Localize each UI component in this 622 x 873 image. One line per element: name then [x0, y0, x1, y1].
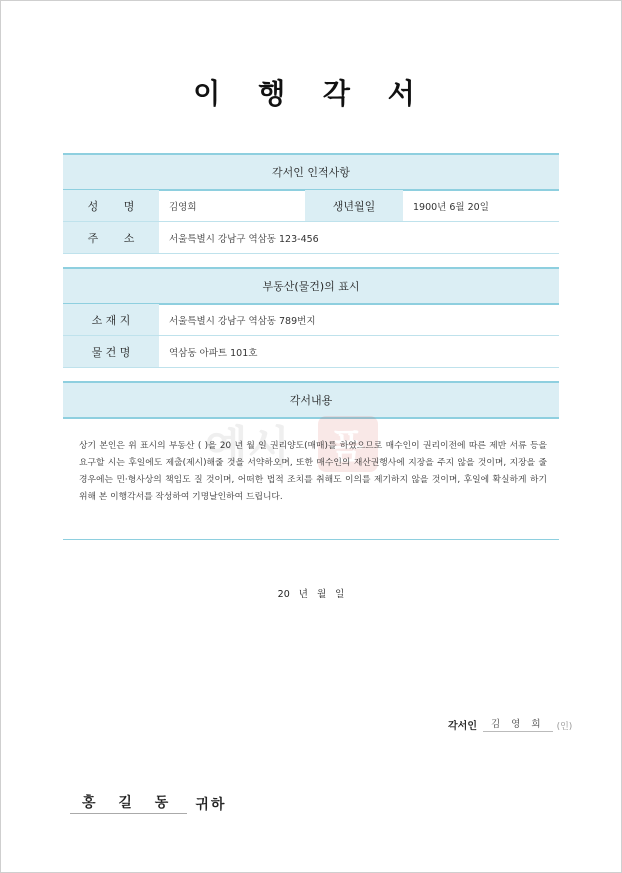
recipient-name: 홍 길 동 — [70, 792, 187, 814]
name-value: 김영희 — [169, 201, 197, 213]
location-label: 소 재 지 — [63, 304, 159, 335]
name-label-text: 성 명 — [87, 199, 135, 213]
pledge-body: 상기 본인은 위 표시의 부동산 ( )을 20 년 월 일 권리양도(매매)를 하였으므로 매수인이 권리이전에 따른 제반 서류 등을 요구할 시는 후일에도 제출(제시)해줄 것을 서약하오며, 또한 매수인의 재산권행사에 지장을 주지 않을 것이며, 지장을 줄 경우에는 민·형사상의 책임도 질 것이며, 어떠한 법적 조치를 취해도 이의를 제기하지 않을 것이며, 후일에 확실하게 하기 위해 본 이행각서를 작성하여 기명날인하여 드립니다. — [79, 441, 547, 502]
seal-placeholder: (인) — [556, 722, 573, 732]
section-header-personal-info — [63, 153, 559, 191]
section-header-property — [63, 267, 559, 305]
document-date: 20 년 월 일 — [277, 589, 345, 600]
document-title: 이 행 각 서 — [193, 77, 429, 110]
svg-text:폼: 폼 — [330, 427, 363, 467]
content-divider — [63, 539, 559, 540]
birth-value: 1900년 6월 20일 — [413, 201, 489, 213]
location-value: 서울특별시 강남구 역삼동 789번지 — [169, 315, 316, 327]
address-label — [63, 222, 159, 253]
row-address — [63, 222, 559, 254]
birth-label: 생년월일 — [305, 190, 403, 221]
section-header-label: 부동산(물건)의 표시 — [262, 280, 360, 293]
recipient-suffix: 귀하 — [195, 797, 227, 813]
signer-block — [448, 716, 572, 732]
svg-text:예시: 예시 — [205, 422, 291, 473]
row-location — [63, 304, 559, 336]
signer-label: 각서인 — [448, 721, 477, 732]
row-name-birth — [63, 190, 559, 222]
name-label — [63, 190, 159, 221]
section-header-label: 각서인 인적사항 — [272, 166, 350, 179]
signer-name: 김 영 희 — [483, 716, 553, 732]
item-label: 물 건 명 — [63, 336, 159, 367]
section-header-content — [63, 381, 559, 419]
section-header-label: 각서내용 — [289, 394, 333, 407]
address-label-text: 주 소 — [87, 231, 135, 245]
item-value: 역삼동 아파트 101호 — [169, 347, 258, 359]
row-item — [63, 336, 559, 368]
recipient-block — [70, 792, 226, 814]
address-value: 서울특별시 강남구 역삼동 123-456 — [169, 233, 319, 245]
